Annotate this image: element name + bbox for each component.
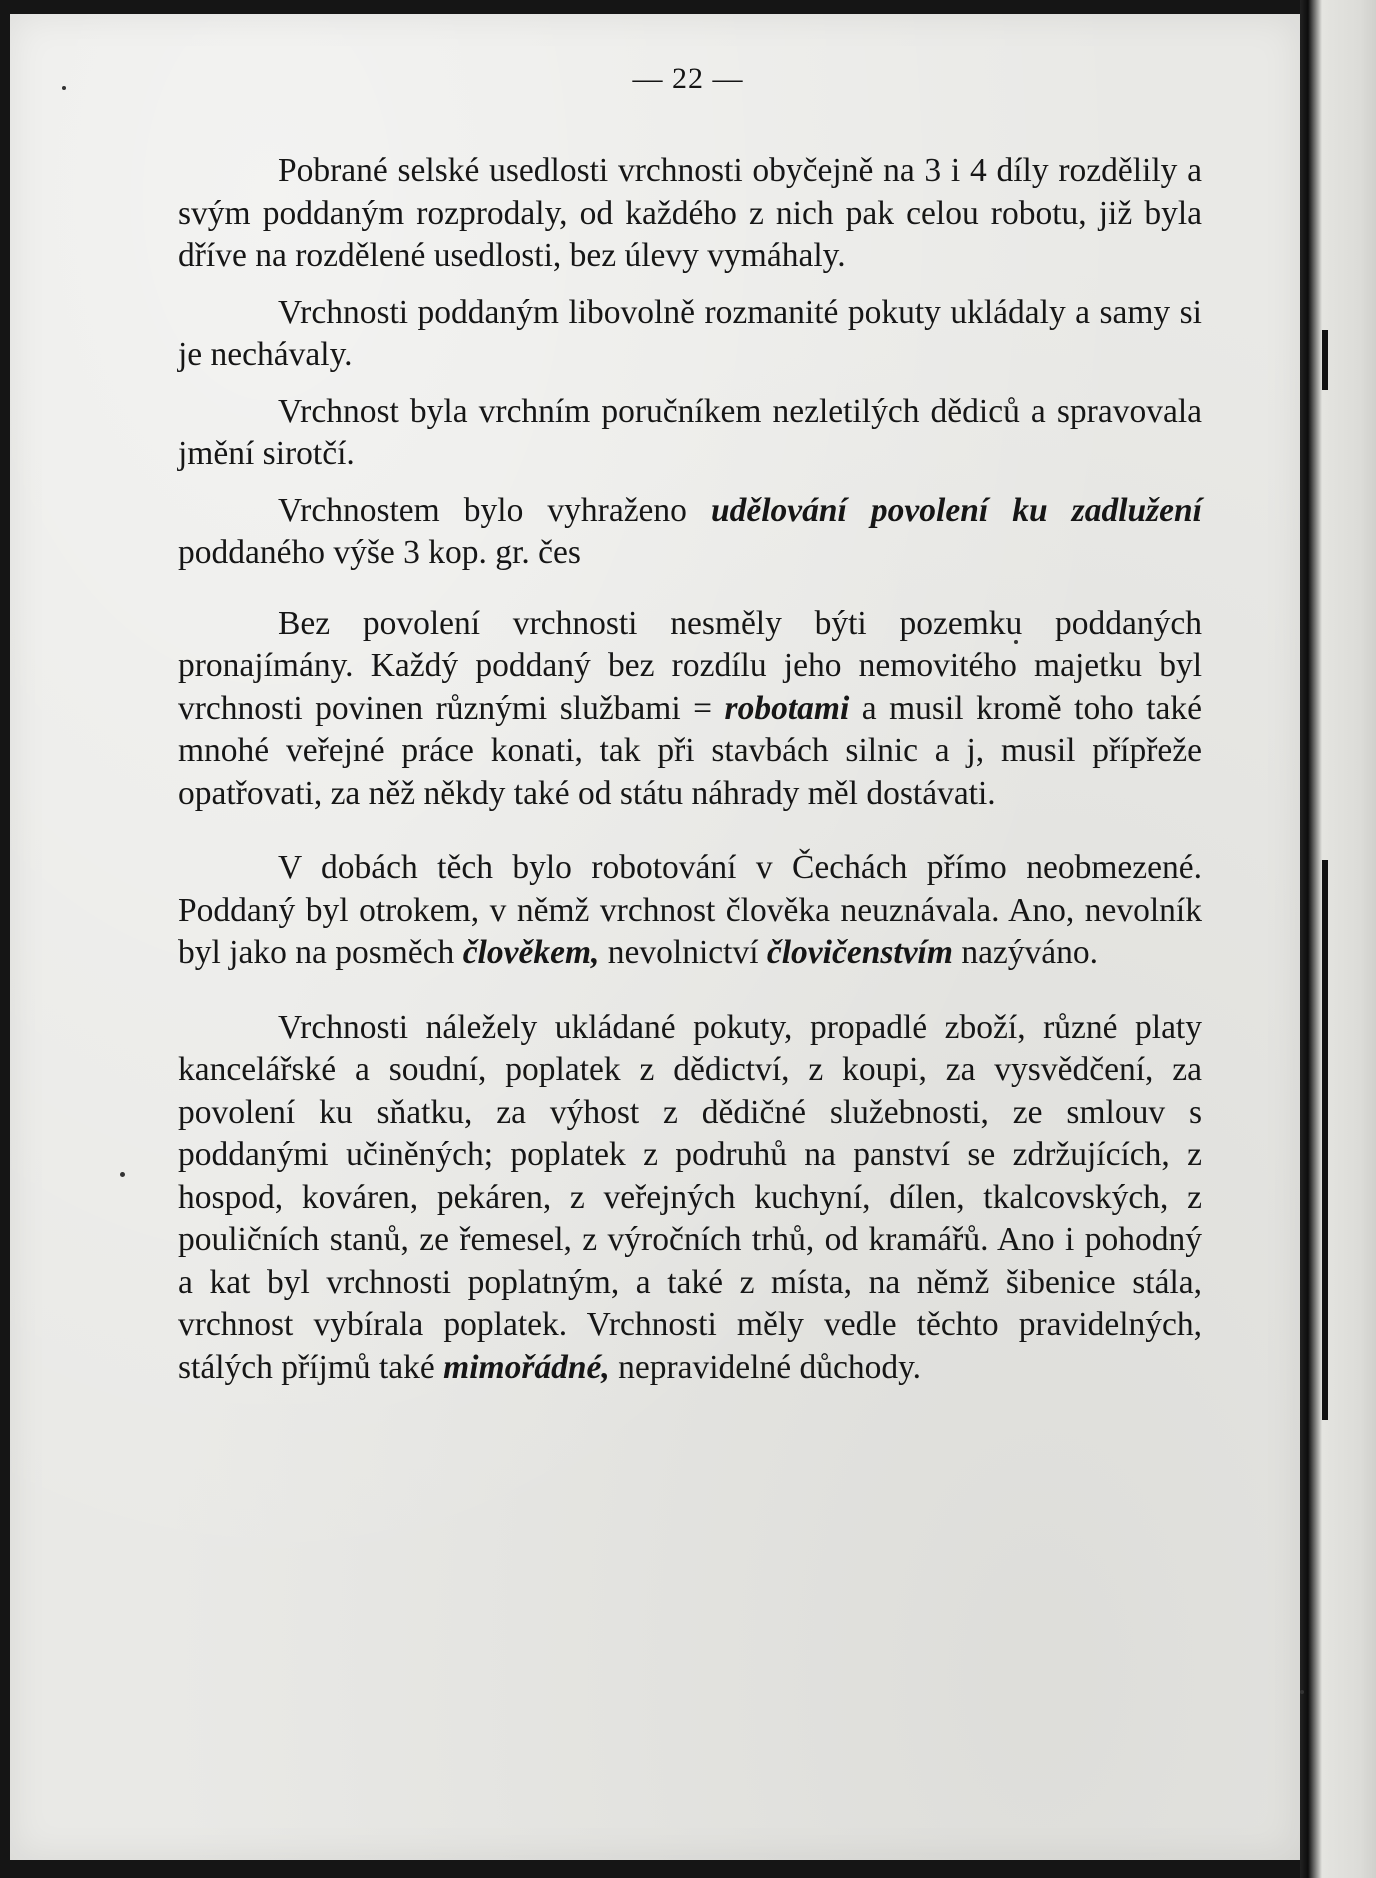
paragraph bbox=[178, 292, 1202, 377]
ink-speck bbox=[120, 1172, 125, 1177]
text-segment: Vrchnostem bylo vyhraženo bbox=[278, 491, 711, 529]
edge-mark-bottom bbox=[1322, 860, 1328, 1420]
emphasized-text: robotami bbox=[724, 689, 850, 727]
page-number: — 22 — bbox=[632, 62, 744, 95]
adjacent-page-edge bbox=[1300, 0, 1376, 1878]
text-segment: poddaného výše 3 kop. gr. čes bbox=[178, 534, 581, 571]
paragraph bbox=[178, 1007, 1202, 1390]
text-segment: Bez povolení vrchnosti nesměly býti pozemku poddaných pronajímány. Každý poddaný bez rozdílu jeho nemovitého majetku byl vrchnosti povinen různými službami = bbox=[178, 604, 1202, 727]
emphasized-text: udělování povolení ku zadlužení bbox=[711, 491, 1202, 529]
text-segment: V dobách těch bylo robotování v Čechách přímo neobmezené. Poddaný byl otrokem, v němž vrchnost člověka neuznávala. Ano, nevolník byl jako na posměch bbox=[178, 849, 1202, 971]
paragraph bbox=[178, 603, 1202, 816]
paragraph bbox=[178, 391, 1202, 476]
emphasized-text: mimořádné, bbox=[443, 1348, 610, 1386]
text-segment: nazýváno. bbox=[952, 934, 1099, 971]
text-segment: a musil kromě toho také mnohé veřejné práce konati, tak při stavbách silnic a j, musil přípřeže opatřovati, za něž někdy také od státu náhrady měl dostávati. bbox=[178, 689, 1202, 812]
paragraph bbox=[178, 490, 1202, 575]
emphasized-text: človičenstvím bbox=[766, 934, 953, 971]
text-segment: nevolnictví bbox=[599, 934, 767, 971]
edge-mark-top bbox=[1322, 330, 1328, 390]
text-segment: Vrchnosti poddaným libovolně rozmanité pokuty ukládaly a samy si je nechávaly. bbox=[178, 293, 1202, 373]
paragraph bbox=[178, 150, 1202, 278]
text-segment: Pobrané selské usedlosti vrchnosti obyčejně na 3 i 4 díly rozdělily a svým poddaným rozprodaly, od každého z nich pak celou robotu, již byla dříve na rozdělené usedlosti, bez úlevy vymáhaly. bbox=[178, 152, 1202, 274]
text-segment: Vrchnosti náležely ukládané pokuty, propadlé zboží, různé platy kancelářské a soudní, poplatek z dědictví, z koupi, za vysvědčení, za povolení ku sňatku, za výhost z dědičné služebnosti, ze smlouv s poddanými učiněných; poplatek z podruhů na panství se zdržujících, z hospod, kováren, pekáren, z veřejných kuchyní, dílen, tkalcovských, z pouličních stanů, ze řemesel, z výročních trhů, od kramářů. Ano i pohodný a kat byl vrchnosti poplatným, a také z místa, na němž šibenice stála, vrchnost vybírala poplatek. Vrchnosti měly vedle těchto pravidelných, stálých příjmů také bbox=[178, 1008, 1202, 1386]
text-segment: Vrchnost byla vrchním poručníkem nezletilých dědiců a spravovala jmění sirotčí. bbox=[178, 392, 1202, 472]
emphasized-text: člověkem, bbox=[462, 934, 600, 971]
ink-speck bbox=[1300, 1690, 1304, 1694]
text-segment: nepravidelné důchody. bbox=[609, 1348, 922, 1386]
paragraph bbox=[178, 847, 1202, 975]
page-body bbox=[178, 150, 1202, 1389]
